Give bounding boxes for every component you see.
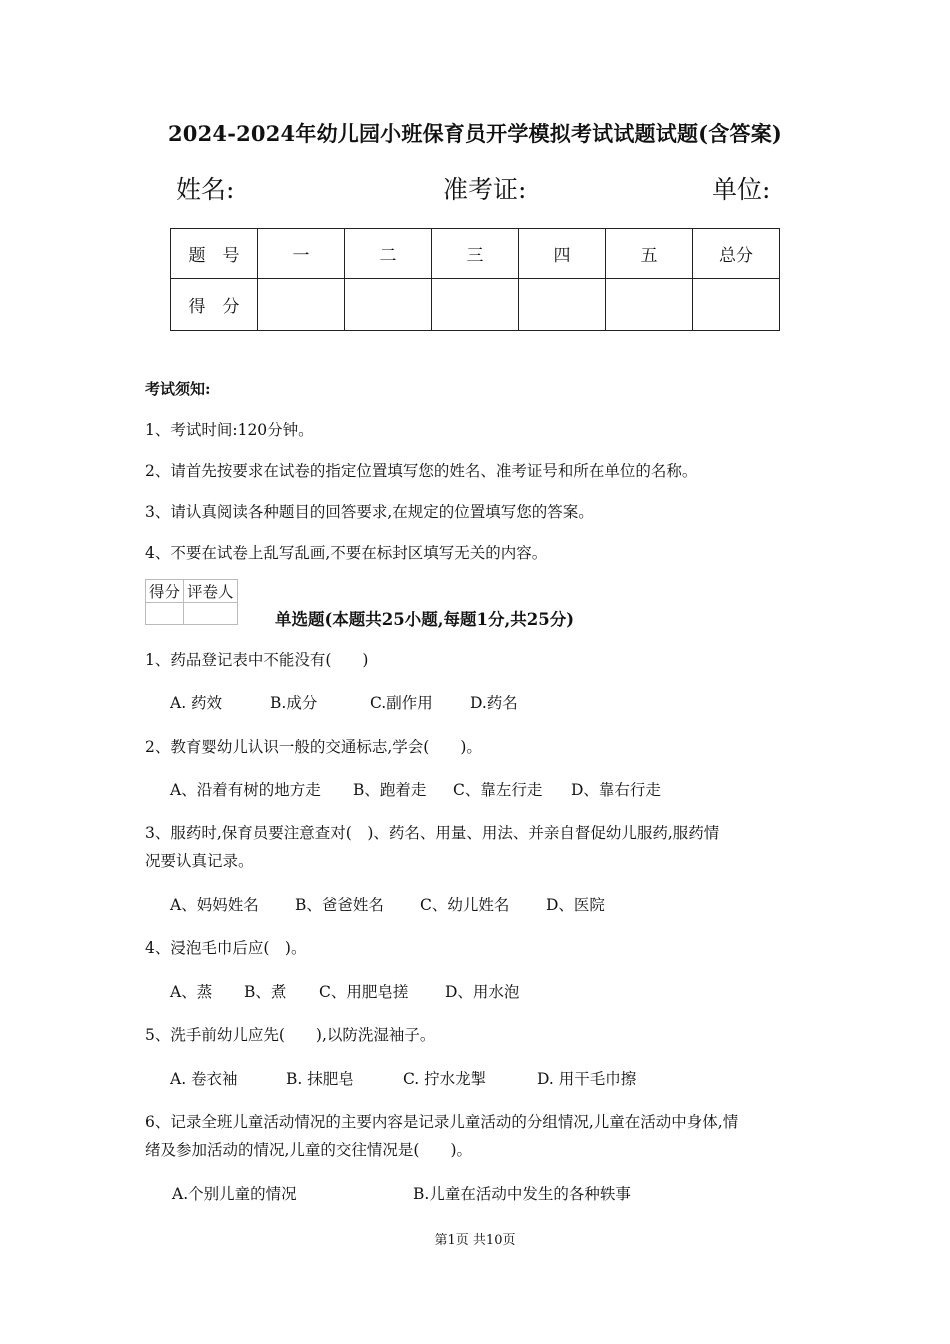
document-title: 2024-2024年幼儿园小班保育员开学模拟考试试题试题(含答案) bbox=[167, 121, 783, 146]
option-b: B、煮 bbox=[244, 983, 287, 1001]
option-a: A.个别儿童的情况 bbox=[172, 1185, 297, 1203]
option-a: A、妈妈姓名 bbox=[170, 896, 259, 914]
score-table-header-row bbox=[171, 229, 780, 279]
option-a: A、蒸 bbox=[170, 983, 213, 1001]
question-text: 1、药品登记表中不能没有( ) bbox=[145, 651, 369, 669]
option-a: A. 卷衣袖 bbox=[170, 1070, 238, 1088]
score-table bbox=[170, 228, 780, 331]
score-cell[interactable] bbox=[345, 279, 432, 331]
option-a: A. 药效 bbox=[170, 694, 223, 712]
option-b: B、跑着走 bbox=[353, 781, 427, 799]
option-b: B.儿童在活动中发生的各种轶事 bbox=[413, 1185, 631, 1203]
score-table-score-row bbox=[171, 279, 780, 331]
grader-name-label: 评卷人 bbox=[184, 580, 238, 603]
exam-id-field-label: 准考证: bbox=[443, 175, 527, 204]
page-footer: 第1页 共10页 bbox=[434, 1233, 516, 1248]
unit-field-label: 单位: bbox=[712, 175, 771, 204]
score-cell[interactable] bbox=[519, 279, 606, 331]
question-text: 6、记录全班儿童活动情况的主要内容是记录儿童活动的分组情况,儿童在活动中身体,情 bbox=[145, 1113, 739, 1131]
score-cell[interactable] bbox=[258, 279, 345, 331]
option-d: D. 用干毛巾擦 bbox=[537, 1070, 637, 1088]
score-cell[interactable] bbox=[606, 279, 693, 331]
section-heading: 单选题(本题共25小题,每题1分,共25分) bbox=[275, 610, 575, 629]
question-text: 5、洗手前幼儿应先( ),以防洗湿袖子。 bbox=[145, 1026, 436, 1044]
question-text: 2、教育婴幼儿认识一般的交通标志,学会( )。 bbox=[145, 738, 482, 756]
question-text: 3、服药时,保育员要注意查对( )、药名、用量、用法、并亲自督促幼儿服药,服药情 bbox=[145, 824, 720, 842]
question-text-continued: 绪及参加活动的情况,儿童的交往情况是( )。 bbox=[145, 1141, 473, 1159]
option-b: B.成分 bbox=[270, 694, 318, 712]
question-text: 4、浸泡毛巾后应( )。 bbox=[145, 939, 307, 957]
option-d: D、用水泡 bbox=[445, 983, 520, 1001]
option-c: C、幼儿姓名 bbox=[420, 896, 510, 914]
score-header-cell: 三 bbox=[432, 229, 519, 279]
option-a: A、沿着有树的地方走 bbox=[170, 781, 321, 799]
option-c: C.副作用 bbox=[370, 694, 433, 712]
score-header-cell: 四 bbox=[519, 229, 606, 279]
score-row-label: 得 分 bbox=[171, 279, 258, 331]
notice-item: 3、请认真阅读各种题目的回答要求,在规定的位置填写您的答案。 bbox=[145, 503, 594, 521]
option-b: B、爸爸姓名 bbox=[295, 896, 384, 914]
notice-item: 2、请首先按要求在试卷的指定位置填写您的姓名、准考证号和所在单位的名称。 bbox=[145, 462, 698, 480]
score-header-cell: 五 bbox=[606, 229, 693, 279]
option-b: B. 抹肥皂 bbox=[286, 1070, 354, 1088]
option-d: D、靠右行走 bbox=[571, 781, 661, 799]
score-cell[interactable] bbox=[432, 279, 519, 331]
notice-heading: 考试须知: bbox=[145, 380, 211, 398]
option-c: C. 拧水龙掣 bbox=[403, 1070, 487, 1088]
option-d: D.药名 bbox=[470, 694, 518, 712]
score-header-cell: 题 号 bbox=[171, 229, 258, 279]
grader-score-cell[interactable] bbox=[146, 603, 184, 625]
grader-score-label: 得分 bbox=[146, 580, 184, 603]
grader-name-cell[interactable] bbox=[184, 603, 238, 625]
notice-item: 1、考试时间:120分钟。 bbox=[145, 421, 314, 439]
score-cell[interactable] bbox=[693, 279, 780, 331]
option-c: C、靠左行走 bbox=[453, 781, 543, 799]
option-d: D、医院 bbox=[546, 896, 605, 914]
grader-box bbox=[145, 579, 238, 625]
option-c: C、用肥皂搓 bbox=[319, 983, 409, 1001]
score-header-cell: 一 bbox=[258, 229, 345, 279]
score-header-cell: 总分 bbox=[693, 229, 780, 279]
question-text-continued: 况要认真记录。 bbox=[145, 852, 254, 870]
notice-item: 4、不要在试卷上乱写乱画,不要在标封区填写无关的内容。 bbox=[145, 544, 548, 562]
name-field-label: 姓名: bbox=[176, 175, 235, 204]
score-header-cell: 二 bbox=[345, 229, 432, 279]
